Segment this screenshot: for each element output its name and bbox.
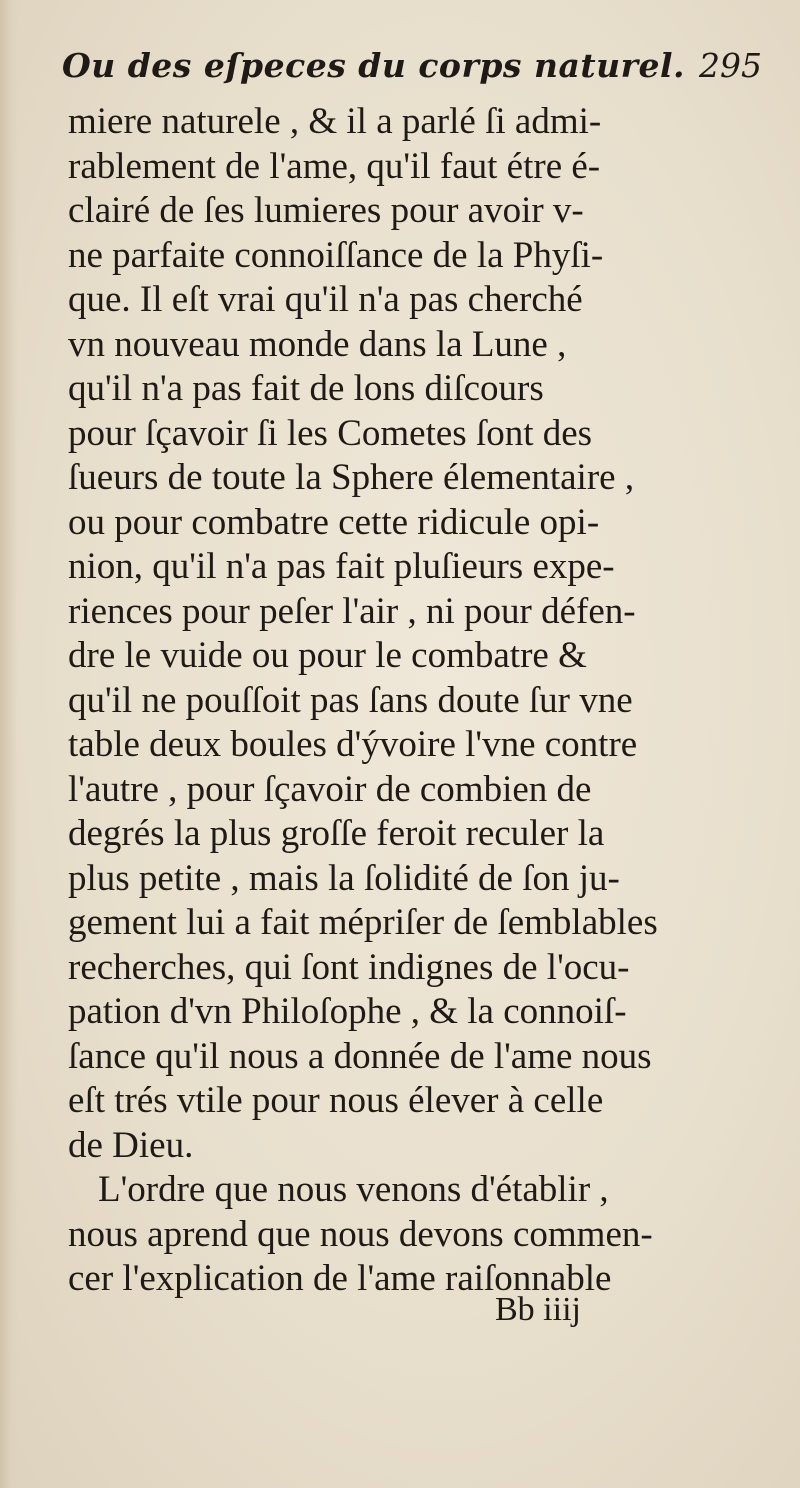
text-line: miere naturele , & il a parlé ſi admi- [68,101,602,142]
text-line: gement lui a fait mépriſer de ſemblables [68,902,658,943]
text-line: degrés la plus groſſe feroit reculer la [68,813,605,854]
page-header [62,46,762,96]
text-line: ſueurs de toute la Sphere élementaire , [68,457,635,498]
text-line: qu'il n'a pas fait de lons diſcours [68,368,544,409]
text-line: qu'il ne pouſſoit pas ſans doute ſur vne [68,679,633,721]
text-line: eſt trés vtile pour nous élever à celle [68,1080,604,1121]
text-line: clairé de ſes lumieres pour avoir v- [68,190,584,231]
paragraph-start-line: L'ordre que nous venons d'établir , [98,1169,609,1210]
page-gutter-shadow [0,0,18,1488]
text-line: pour ſçavoir ſi les Cometes ſont des [68,412,593,454]
text-line: ou pour combatre cette ridicule opi- [68,501,600,543]
page-number: 295 [699,46,762,85]
body-text [68,100,768,1302]
text-line: que. Il eſt vrai qu'il n'a pas cherché [68,279,583,320]
running-head: Ou des eſpeces du corps naturel. [62,46,685,85]
text-line: riences pour peſer l'air , ni pour défen- [68,590,636,632]
text-line: de Dieu. [68,1124,194,1166]
text-line: pation d'vn Philoſophe , & la connoiſ- [68,991,627,1032]
text-line: nous aprend que nous devons commen- [68,1213,653,1255]
text-line: cer l'explication de l'ame raiſonnable [68,1258,612,1299]
text-line: l'autre , pour ſçavoir de combien de [68,768,592,810]
text-line: ſance qu'il nous a donnée de l'ame nous [68,1035,652,1077]
text-line: plus petite , mais la ſolidité de ſon ju- [68,857,620,899]
text-line: recherches, qui ſont indignes de l'ocu- [68,946,630,988]
signature-mark: Bb iiij [495,1291,581,1328]
text-line: ne parfaite connoiſſance de la Phyſi- [68,234,604,276]
text-line: rablement de l'ame, qu'il faut étre é- [68,145,601,187]
text-line: vn nouveau monde dans la Lune , [68,323,567,365]
text-line: table deux boules d'ývoire l'vne contre [68,724,638,765]
text-line: nion, qu'il n'a pas fait pluſieurs expe- [68,546,615,587]
text-line: dre le vuide ou pour le combatre & [68,635,587,676]
